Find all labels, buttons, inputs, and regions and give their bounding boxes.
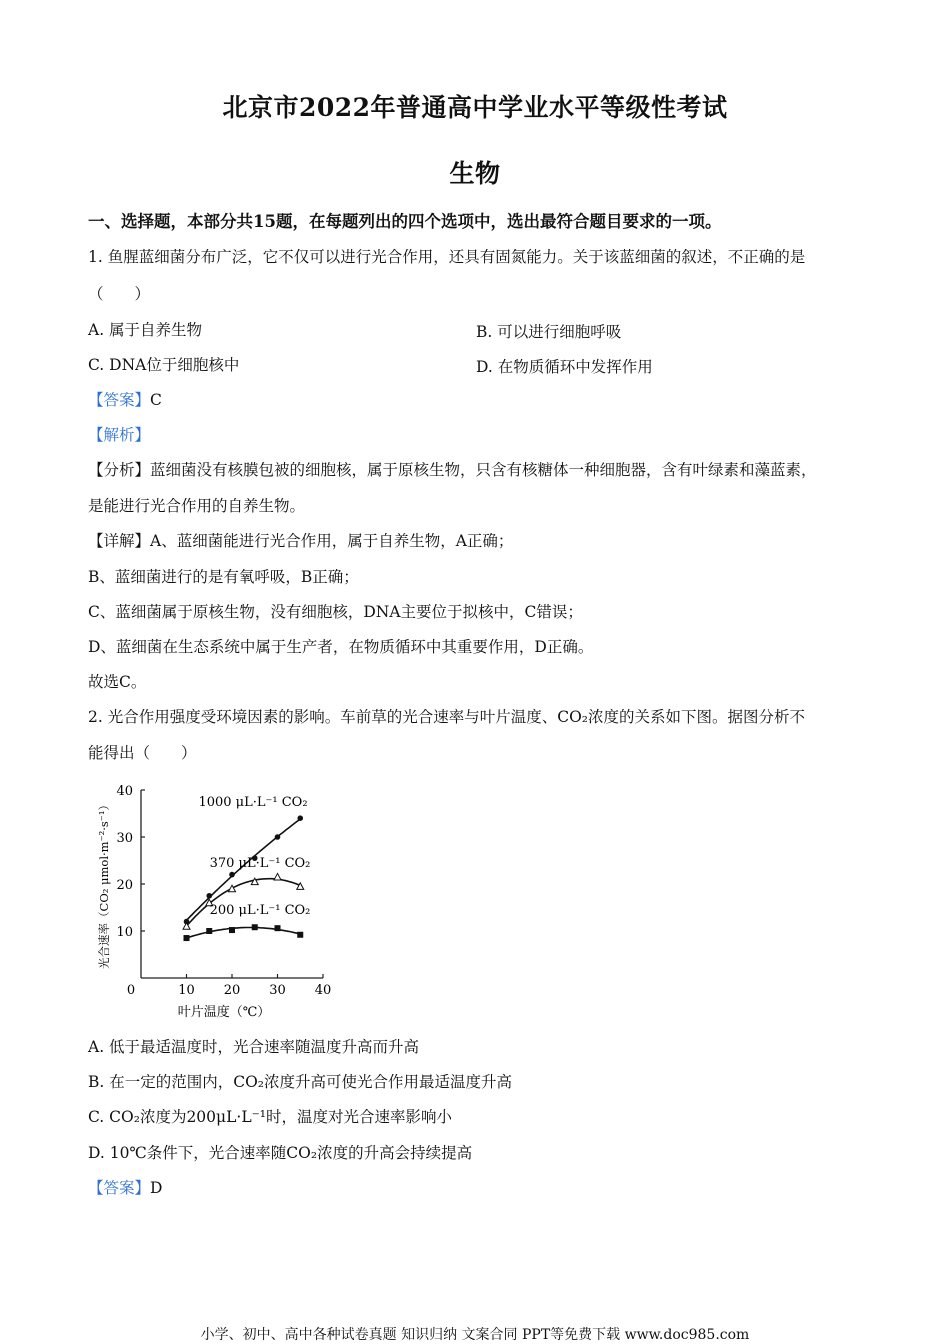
data-point [297,815,303,821]
page-footer: 小学、初中、高中各种试卷真题 知识归纳 文案合同 PPT等免费下载 www.doc985.com [200,1327,750,1343]
q1-option-d: D. 在物质循环中发挥作用 [476,358,653,376]
x-axis-label: 叶片温度（℃） [177,1005,271,1020]
data-point [206,893,212,899]
q2-stem-line2: 能得出（ ） [88,744,197,762]
x-tick-label: 30 [269,983,286,998]
q1-stem-line2: （ ） [88,285,151,303]
exam-title: 北京市2022年普通高中学业水平等级性考试 [222,93,728,122]
q1-fenxi-line2: 是能进行光合作用的自养生物。 [88,497,306,515]
y-tick-label: 30 [116,831,133,846]
series-label: 200 μL·L⁻¹ CO₂ [209,903,311,918]
detail-tag: 【详解】 [88,532,151,550]
q1-answer [88,390,162,410]
answer-tag: 【答案】 [88,1179,151,1197]
answer-value: C [150,391,162,409]
q2-option-d: D. 10℃条件下，光合速率随CO₂浓度的升高会持续提高 [88,1144,473,1162]
q1-detail-line4: D、蓝细菌在生态系统中属于生产者，在物质循环中其重要作用，D正确。 [88,638,594,656]
q1-conclusion: 故选C。 [88,673,147,691]
data-point [252,924,258,930]
fenxi-text: 蓝细菌没有核膜包被的细胞核，属于原核生物，只含有核糖体一种细胞器，含有叶绿素和藻蓝素， [150,461,817,479]
q1-fenxi-line1 [88,460,817,480]
data-point [297,932,303,938]
series-label: 1000 μL·L⁻¹ CO₂ [198,795,308,810]
answer-tag: 【答案】 [88,391,151,409]
data-point [229,927,235,933]
q1-detail-line1 [88,531,513,551]
data-point [229,872,235,878]
y-axis-label: 光合速率（CO₂ μmol·m⁻²·s⁻¹） [97,799,111,969]
q2-stem-line1: 2. 光合作用强度受环境因素的影响。车前草的光合速率与叶片温度、CO₂浓度的关系如下图。据图分析不 [88,708,805,726]
x-tick-label: 20 [223,983,241,998]
q1-option-b: B. 可以进行细胞呼吸 [476,323,622,341]
data-point [275,834,281,840]
section-heading: 一、选择题，本部分共15题，在每题列出的四个选项中，选出最符合题目要求的一项。 [88,212,722,231]
q1-option-a: A. 属于自养生物 [88,321,203,339]
x-tick-label: 10 [178,983,195,998]
x-tick-label: 40 [314,983,332,998]
answer-value: D [150,1179,163,1197]
q1-detail-line3: C、蓝细菌属于原核生物，没有细胞核，DNA主要位于拟核中，C错误； [88,603,583,621]
data-point [275,925,281,931]
q2-option-b: B. 在一定的范围内，CO₂浓度升高可使光合作用最适温度升高 [88,1073,513,1091]
y-tick-label: 20 [116,878,133,893]
series-line [187,928,301,939]
data-point [274,873,281,880]
y-tick-label: 10 [116,925,133,940]
q2-option-a: A. 低于最适温度时，光合速率随温度升高而升高 [88,1038,420,1056]
fenxi-tag: 【分析】 [88,461,151,479]
q2-option-c: C. CO₂浓度为200μL·L⁻¹时，温度对光合速率影响小 [88,1108,453,1126]
photosynthesis-chart [88,780,378,1025]
data-point [184,935,190,941]
q2-answer [88,1178,162,1198]
subject-title: 生物 [449,159,501,188]
series-label: 370 μL·L⁻¹ CO₂ [209,856,311,871]
data-point [206,928,212,934]
detail-text: A、蓝细菌能进行光合作用，属于自养生物，A正确； [150,532,514,550]
q1-option-c: C. DNA位于细胞核中 [88,356,240,374]
q1-detail-line2: B、蓝细菌进行的是有氧呼吸，B正确； [88,568,359,586]
q1-analysis-tag: 【解析】 [88,426,151,444]
y-tick-label: 40 [116,784,133,799]
q1-stem-line1: 1. 鱼腥蓝细菌分布广泛，它不仅可以进行光合作用，还具有固氮能力。关于该蓝细菌的叙述，不正确的是 [88,248,806,266]
x-tick-label: 0 [126,983,136,998]
